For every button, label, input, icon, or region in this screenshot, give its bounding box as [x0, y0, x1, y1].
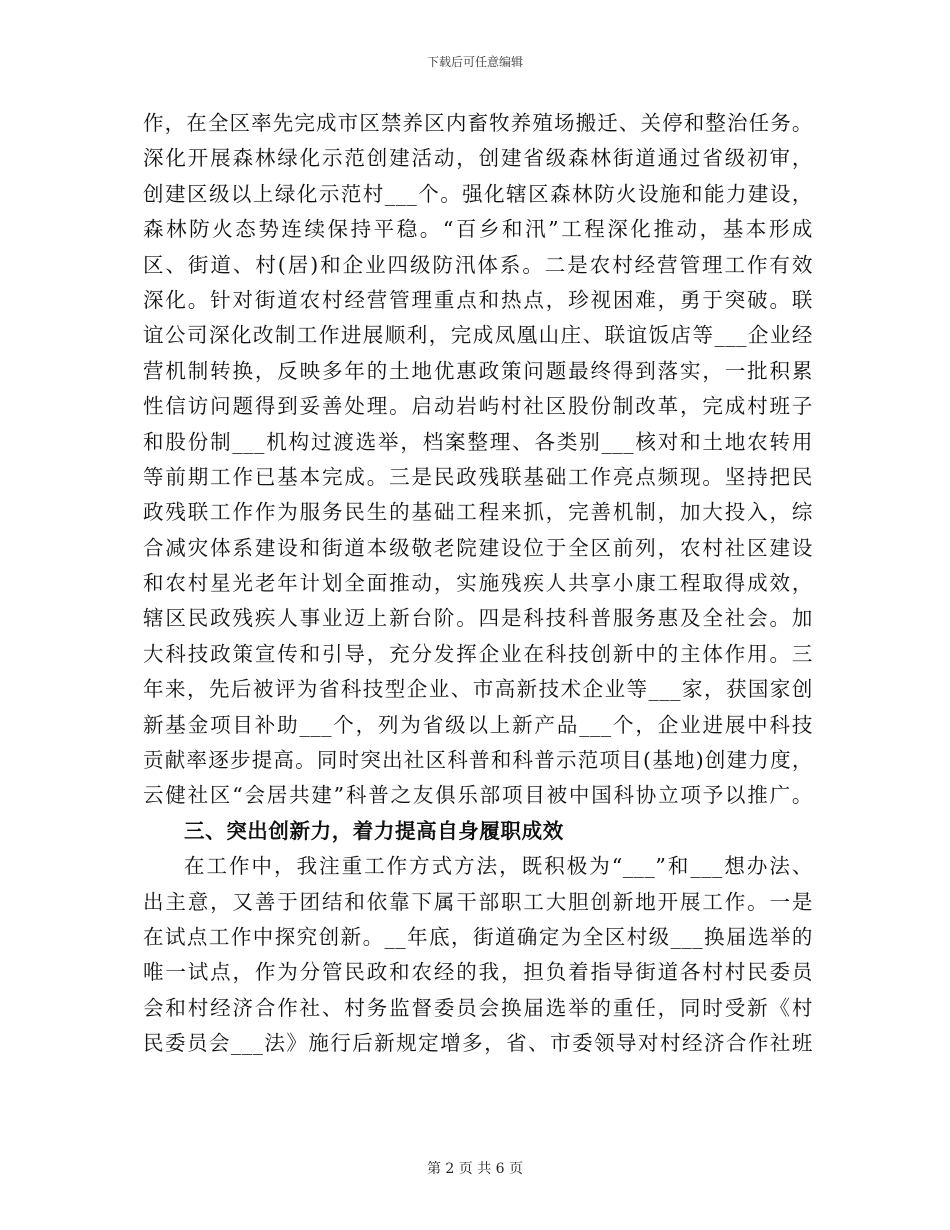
body-text-line: 深化开展森林绿化示范创建活动，创建省级森林街道通过省级初审， [143, 146, 813, 171]
body-text-line: 出主意，又善于团结和依靠下属干部职工大胆创新地开展工作。一是 [143, 889, 813, 914]
body-text-line: 等前期工作已基本完成。三是民政残联基础工作亮点频现。坚持把民 [143, 464, 813, 489]
body-text-line: 和农村星光老年计划全面推动，实施残疾人共享小康工程取得成效， [143, 571, 813, 596]
body-text-line: 创建区级以上绿化示范村___个。强化辖区森林防火设施和能力建设， [143, 181, 813, 206]
body-text-line: 唯一试点，作为分管民政和农经的我，担负着指导街道各村村民委员 [143, 960, 813, 985]
body-text-line: 深化。针对街道农村经营管理重点和热点，珍视困难，勇于突破。联 [143, 287, 813, 312]
body-text-line: 性信访问题得到妥善处理。启动岩屿村社区股份制改革，完成村班子 [143, 394, 813, 419]
body-text-line: 谊公司深化改制工作进展顺利，完成凤凰山庄、联谊饭店等___企业经 [143, 323, 813, 348]
body-text-line: 在试点工作中探究创新。__年底，街道确定为全区村级___换届选举的 [143, 924, 813, 949]
body-text-line: 区、街道、村(居)和企业四级防汛体系。二是农村经营管理工作有效 [143, 252, 813, 277]
body-text-line: 会和村经济合作社、村务监督委员会换届选举的重任，同时受新《村 [143, 995, 813, 1020]
body-text-line: 新基金项目补助___个，列为省级以上新产品___个，企业进展中科技 [143, 712, 813, 737]
body-text-line: 森林防火态势连续保持平稳。“百乡和汛”工程深化推动，基本形成 [143, 217, 813, 242]
body-text-line: 辖区民政残疾人事业迈上新台阶。四是科技科普服务惠及全社会。加 [143, 606, 813, 631]
body-text-line: 年来，先后被评为省科技型企业、市高新技术企业等___家，获国家创 [143, 677, 813, 702]
body-text-line: 和股份制___机构过渡选举，档案整理、各类别___核对和土地农转用 [143, 429, 813, 454]
body-text-line: 在工作中，我注重工作方式方法，既积极为“___”和___想办法、 [184, 854, 813, 879]
body-text-line: 政残联工作作为服务民生的基础工程来抓，完善机制，加大投入，综 [143, 500, 813, 525]
body-text-line: 作，在全区率先完成市区禁养区内畜牧养殖场搬迁、关停和整治任务。 [143, 111, 813, 135]
section-heading: 三、突出创新力，着力提高自身履职成效 [184, 818, 564, 843]
page-header: 下载后可任意编辑 [426, 55, 523, 69]
body-text-line: 云健社区“会居共建”科普之友俱乐部项目被中国科协立项予以推广。 [143, 783, 813, 808]
document-body [143, 106, 813, 1062]
body-text-line: 合减灾体系建设和街道本级敬老院建设位于全区前列，农村社区建设 [143, 535, 813, 560]
body-text-line: 民委员会___法》施行后新规定增多，省、市委领导对村经济合作社班 [143, 1031, 813, 1056]
body-text-line: 大科技政策宣传和引导，充分发挥企业在科技创新中的主体作用。三 [143, 641, 813, 666]
body-text-line: 贡献率逐步提高。同时突出社区科普和科普示范项目(基地)创建力度， [143, 748, 813, 773]
body-text-line: 营机制转换，反映多年的土地优惠政策问题最终得到落实，一批积累 [143, 358, 813, 383]
page-footer: 第 2 页 共 6 页 [426, 1161, 524, 1177]
